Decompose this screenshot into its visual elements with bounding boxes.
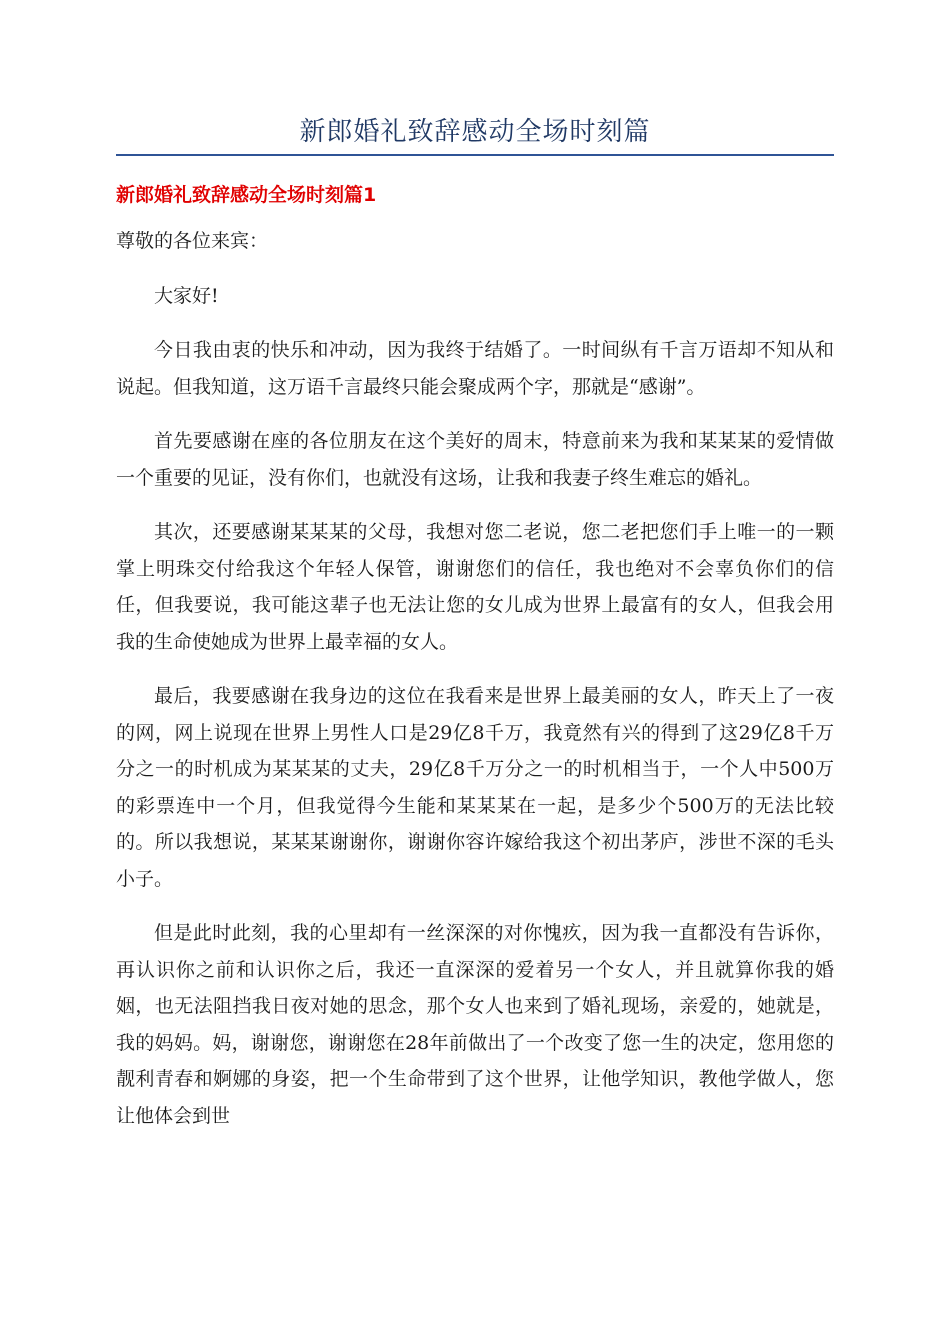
paragraph-opening: 今日我由衷的快乐和冲动，因为我终于结婚了。一时间纵有千言万语却不知从和说起。但我知道，这万语千言最终只能会聚成两个字，那就是“感谢”。 [116,339,834,398]
document-title: 新郎婚礼致辞感动全场时刻篇 [299,117,651,147]
paragraph-greeting: 大家好! [154,284,219,307]
paragraph-thanks-guests: 首先要感谢在座的各位朋友在这个美好的周末，特意前来为我和某某某的爱情做一个重要的见证，没有你们，也就没有这场，让我和我妻子终生难忘的婚礼。 [116,430,834,489]
paragraph-thanks-bride: 最后，我要感谢在我身边的这位在我看来是世界上最美丽的女人，昨天上了一夜的网，网上说现在世界上男性人口是29亿8千万，我竟然有兴的得到了这29亿8千万分之一的时机成为某某某的丈夫，29亿8千万分之一的时机相当于，一个人中500万的彩票连中一个月，但我觉得今生能和某某某在一起，是多少个500万的无法比较的。所以我想说，某某某谢谢你，谢谢你容许嫁给我这个初出茅庐，涉世不深的毛头小子。 [116,685,834,890]
document-body [116,223,834,1152]
title-underline [116,154,834,156]
paragraph-thanks-mother: 但是此时此刻，我的心里却有一丝深深的对你愧疚，因为我一直都没有告诉你，再认识你之前和认识你之后，我还一直深深的爱着另一个女人，并且就算你我的婚姻，也无法阻挡我日夜对她的思念，那个女人也来到了婚礼现场，亲爱的，她就是，我的妈妈。妈，谢谢您，谢谢您在28年前做出了一个改变了您一生的决定，您用您的靓利青春和婀娜的身姿，把一个生命带到了这个世界，让他学知识，教他学做人，您让他体会到世 [116,922,834,1127]
paragraph-thanks-parents: 其次，还要感谢某某某的父母，我想对您二老说，您二老把您们手上唯一的一颗掌上明珠交付给我这个年轻人保管，谢谢您们的信任，我也绝对不会辜负你们的信任，但我要说，我可能这辈子也无法让您的女儿成为世界上最富有的女人，但我会用我的生命使她成为世界上最幸福的女人。 [116,521,834,653]
section-heading: 新郎婚礼致辞感动全场时刻篇1 [116,184,377,206]
salutation: 尊敬的各位来宾： [116,230,269,252]
